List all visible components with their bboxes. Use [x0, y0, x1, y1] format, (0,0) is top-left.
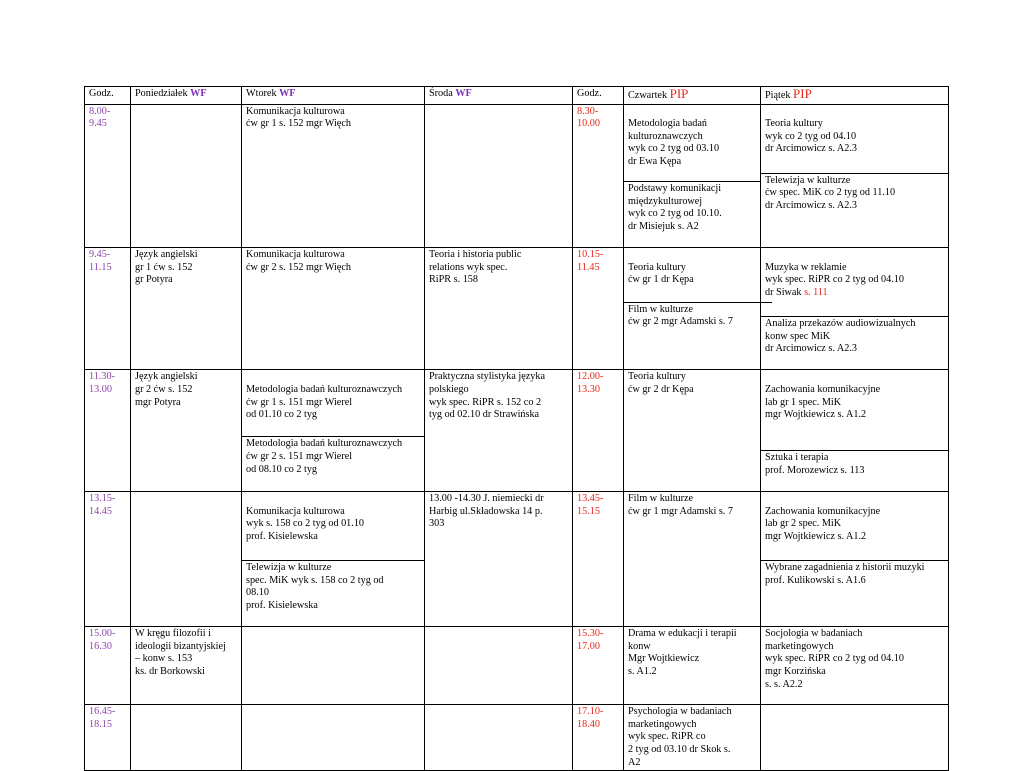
- class-entry: Film w kulturze ćw gr 2 mgr Adamski s. 7: [624, 302, 772, 329]
- table-row: [85, 705, 949, 771]
- header-row: [85, 87, 949, 105]
- monday-cell: Język angielski gr 2 ćw s. 152 mgr Potyra: [131, 370, 242, 492]
- pip-tag: PIP: [669, 86, 689, 101]
- class-entry: Zachowania komunikacyjne lab gr 2 spec. MiK mgr Wojtkiewicz s. A1.2: [765, 505, 881, 542]
- header-thursday-label: Czwartek: [628, 90, 668, 101]
- header-godz-left: Godz.: [85, 87, 131, 105]
- friday-cell: [761, 705, 949, 771]
- table-row: [85, 104, 949, 248]
- time-slot-right: 17.10- 18.40: [573, 705, 624, 771]
- friday-cell: [761, 248, 949, 370]
- header-friday: [761, 87, 949, 105]
- thursday-cell: Teoria kultury ćw gr 2 dr Kępa: [624, 370, 761, 492]
- wednesday-cell: Praktyczna stylistyka języka polskiego wyk spec. RiPR s. 152 co 2 tyg od 02.10 dr Strawińska: [425, 370, 573, 492]
- header-wednesday-label: Środa: [429, 88, 453, 99]
- time-slot-left: 8.00- 9.45: [85, 104, 131, 248]
- wf-tag: WF: [190, 88, 207, 99]
- class-entry: Telewizja w kulturze spec. MiK wyk s. 158 co 2 tyg od 08.10 prof. Kisielewska: [242, 560, 424, 612]
- class-entry: Metodologia badań kulturoznawczych ćw gr 1 s. 151 mgr Wierel od 01.10 co 2 tyg: [246, 384, 403, 421]
- class-entry: Podstawy komunikacji międzykulturowej wyk co 2 tyg od 10.10. dr Misiejuk s. A2: [624, 181, 760, 233]
- time-slot-right: 15.30- 17.00: [573, 627, 624, 705]
- wednesday-cell: 13.00 -14.30 J. niemiecki dr Harbig ul.Składowska 14 p. 303: [425, 492, 573, 627]
- class-entry: Telewizja w kulturze ćw spec. MiK co 2 tyg od 11.10 dr Arcimowicz s. A2.3: [761, 173, 948, 213]
- tuesday-cell: Komunikacja kulturowa ćw gr 2 s. 152 mgr Więch: [242, 248, 425, 370]
- pip-tag: PIP: [793, 86, 812, 101]
- table-row: [85, 627, 949, 705]
- tuesday-cell: [242, 492, 425, 627]
- class-entry: Metodologia badań kulturoznawczych wyk co 2 tyg od 03.10 dr Ewa Kępa: [628, 118, 720, 167]
- header-friday-label: Piątek: [765, 90, 791, 101]
- header-thursday: [624, 87, 761, 105]
- header-godz-right: Godz.: [573, 87, 624, 105]
- class-entry-text: Muzyka w reklamie wyk spec. RiPR co 2 tyg od 04.10 dr Siwak: [765, 261, 904, 298]
- room-number: s. 111: [804, 286, 828, 298]
- class-entry: Analiza przekazów audiowizualnych konw spec MiK dr Arcimowicz s. A2.3: [761, 316, 948, 356]
- monday-cell: [131, 104, 242, 248]
- class-entry: Teoria kultury wyk co 2 tyg od 04.10 dr Arcimowicz s. A2.3: [765, 118, 857, 155]
- header-monday: [131, 87, 242, 105]
- time-slot-right: 12.00- 13.30: [573, 370, 624, 492]
- friday-cell: [761, 492, 949, 627]
- friday-cell: [761, 104, 949, 248]
- tuesday-cell: [242, 627, 425, 705]
- time-slot-left: 11.30- 13.00: [85, 370, 131, 492]
- thursday-cell: Drama w edukacji i terapii konw Mgr Wojtkiewicz s. A1.2: [624, 627, 761, 705]
- class-entry: Metodologia badań kulturoznawczych ćw gr 2 s. 151 mgr Wierel od 08.10 co 2 tyg: [242, 436, 424, 476]
- tuesday-cell: [242, 370, 425, 492]
- header-tuesday: [242, 87, 425, 105]
- class-entry: [765, 262, 944, 300]
- class-entry: Wybrane zagadnienia z historii muzyki prof. Kulikowski s. A1.6: [761, 560, 948, 587]
- friday-cell: [761, 370, 949, 492]
- monday-cell: [131, 705, 242, 771]
- wednesday-cell: [425, 104, 573, 248]
- thursday-cell: Psychologia w badaniach marketingowych wyk spec. RiPR co 2 tyg od 03.10 dr Skok s. A2: [624, 705, 761, 771]
- header-monday-label: Poniedziałek: [135, 88, 188, 99]
- wednesday-cell: [425, 705, 573, 771]
- tuesday-cell: [242, 705, 425, 771]
- thursday-cell: Film w kulturze ćw gr 1 mgr Adamski s. 7: [624, 492, 761, 627]
- monday-cell: W kręgu filozofii i ideologii bizantyjskiej – konw s. 153 ks. dr Borkowski: [131, 627, 242, 705]
- wf-tag: WF: [455, 88, 472, 99]
- time-slot-right: 13.45- 15.15: [573, 492, 624, 627]
- time-slot-left: 13.15- 14.45: [85, 492, 131, 627]
- time-slot-right: 10.15- 11.45: [573, 248, 624, 370]
- monday-cell: [131, 492, 242, 627]
- schedule-table: [84, 86, 949, 771]
- header-tuesday-label: Wtorek: [246, 88, 277, 99]
- table-row: [85, 370, 949, 492]
- thursday-cell: [624, 104, 761, 248]
- class-entry: Sztuka i terapia prof. Morozewicz s. 113: [761, 450, 948, 477]
- table-row: [85, 492, 949, 627]
- tuesday-cell: Komunikacja kulturowa ćw gr 1 s. 152 mgr Więch: [242, 104, 425, 248]
- time-slot-left: 15.00- 16.30: [85, 627, 131, 705]
- class-entry: Komunikacja kulturowa wyk s. 158 co 2 tyg od 01.10 prof. Kisielewska: [246, 505, 365, 542]
- header-wednesday: [425, 87, 573, 105]
- class-entry: Zachowania komunikacyjne lab gr 1 spec. MiK mgr Wojtkiewicz s. A1.2: [765, 384, 881, 421]
- time-slot-left: 9.45- 11.15: [85, 248, 131, 370]
- monday-cell: Język angielski gr 1 ćw s. 152 gr Potyra: [131, 248, 242, 370]
- friday-cell: Socjologia w badaniach marketingowych wyk spec. RiPR co 2 tyg od 04.10 mgr Korzińska s. s. A2.2: [761, 627, 949, 705]
- class-entry: Teoria kultury ćw gr 1 dr Kępa: [628, 261, 694, 286]
- time-slot-left: 16.45- 18.15: [85, 705, 131, 771]
- time-slot-right: 8.30- 10.00: [573, 104, 624, 248]
- wednesday-cell: Teoria i historia public relations wyk spec. RiPR s. 158: [425, 248, 573, 370]
- thursday-cell: [624, 248, 761, 370]
- wednesday-cell: [425, 627, 573, 705]
- wf-tag: WF: [279, 88, 296, 99]
- table-row: [85, 248, 949, 370]
